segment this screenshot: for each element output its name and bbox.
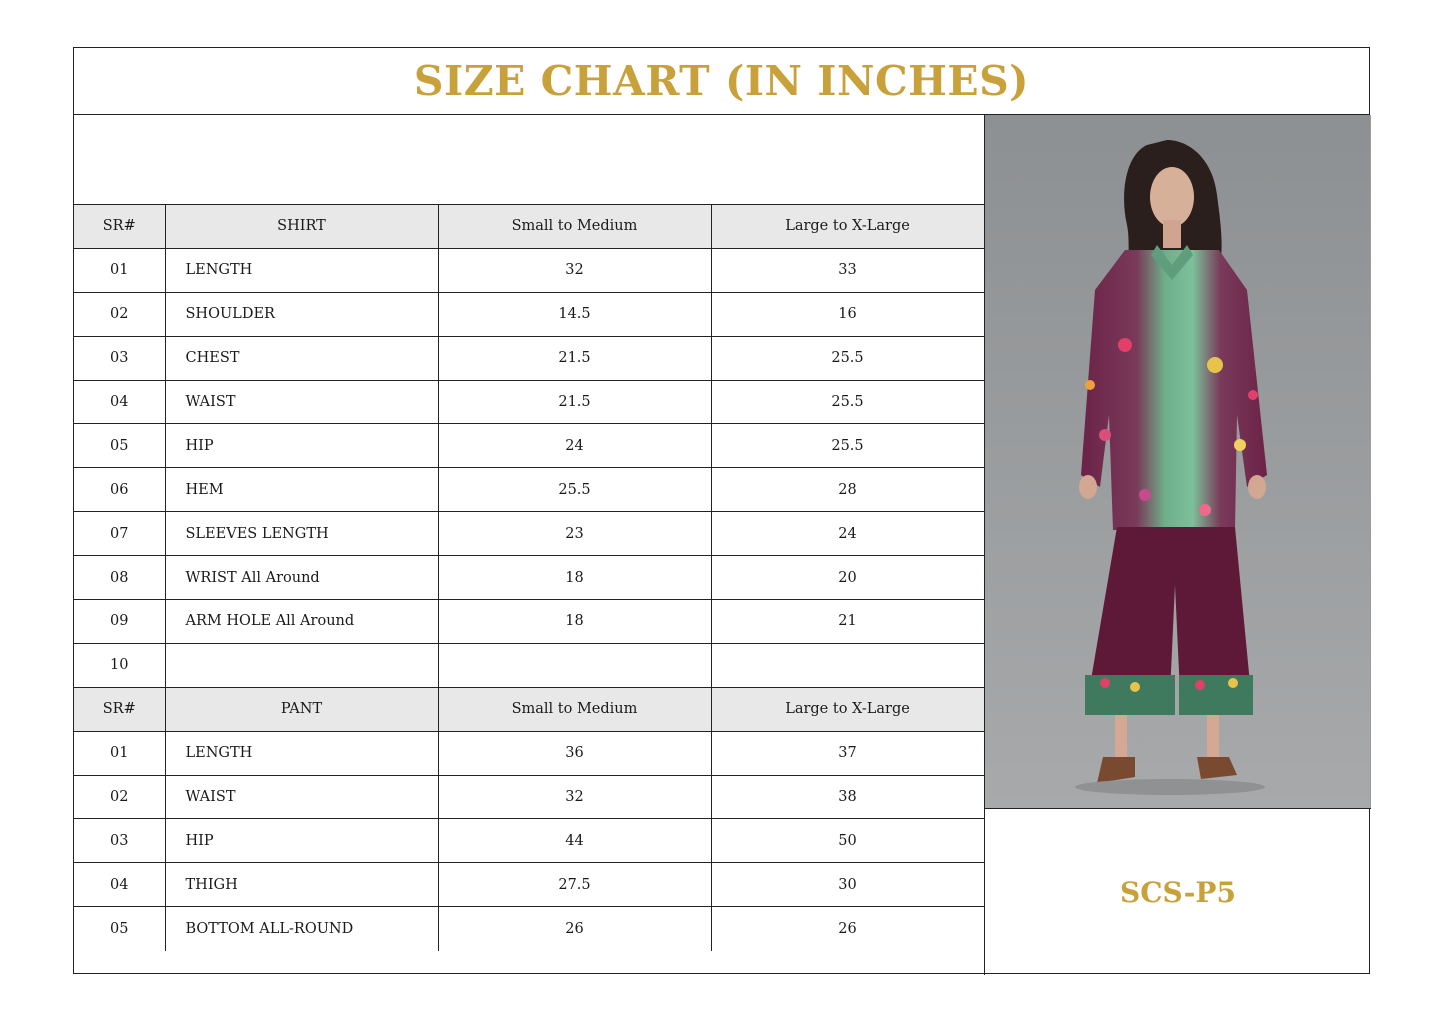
row-sr: 05 <box>74 907 165 951</box>
table-row <box>74 424 984 468</box>
table-row <box>74 336 984 380</box>
table-row <box>74 600 984 644</box>
header-large-xlarge: Large to X-Large <box>711 205 984 249</box>
shirt-header-row <box>74 205 984 249</box>
row-large-xlarge: 26 <box>711 907 984 951</box>
row-small-medium <box>438 643 711 687</box>
table-row <box>74 248 984 292</box>
row-measure: WAIST <box>165 775 438 819</box>
blank-area <box>74 115 984 204</box>
size-table <box>74 204 985 951</box>
row-small-medium: 25.5 <box>438 468 711 512</box>
row-small-medium: 27.5 <box>438 863 711 907</box>
header-sr: SR# <box>74 205 165 249</box>
model-photo <box>984 115 1371 809</box>
row-sr: 08 <box>74 556 165 600</box>
row-sr: 01 <box>74 248 165 292</box>
header-pant: PANT <box>165 687 438 731</box>
row-sr: 06 <box>74 468 165 512</box>
table-row <box>74 907 984 951</box>
row-measure: WRIST All Around <box>165 556 438 600</box>
row-large-xlarge: 25.5 <box>711 424 984 468</box>
row-small-medium: 36 <box>438 731 711 775</box>
row-sr: 02 <box>74 775 165 819</box>
row-large-xlarge: 28 <box>711 468 984 512</box>
row-measure: HIP <box>165 819 438 863</box>
row-small-medium: 32 <box>438 775 711 819</box>
row-sr: 02 <box>74 292 165 336</box>
row-sr: 04 <box>74 380 165 424</box>
row-measure: LENGTH <box>165 248 438 292</box>
row-large-xlarge: 24 <box>711 512 984 556</box>
row-sr: 01 <box>74 731 165 775</box>
table-row <box>74 863 984 907</box>
row-small-medium: 21.5 <box>438 380 711 424</box>
product-code-box <box>984 809 1371 975</box>
row-small-medium: 18 <box>438 556 711 600</box>
header-shirt: SHIRT <box>165 205 438 249</box>
header-small-medium: Small to Medium <box>438 205 711 249</box>
row-large-xlarge: 25.5 <box>711 380 984 424</box>
row-measure: LENGTH <box>165 731 438 775</box>
row-large-xlarge <box>711 643 984 687</box>
row-large-xlarge: 50 <box>711 819 984 863</box>
model-photo-icon <box>985 115 1370 808</box>
table-row <box>74 292 984 336</box>
row-measure: CHEST <box>165 336 438 380</box>
row-small-medium: 14.5 <box>438 292 711 336</box>
table-row <box>74 556 984 600</box>
row-large-xlarge: 20 <box>711 556 984 600</box>
row-sr: 05 <box>74 424 165 468</box>
product-code: SCS-P5 <box>1120 875 1236 909</box>
row-small-medium: 26 <box>438 907 711 951</box>
row-small-medium: 32 <box>438 248 711 292</box>
row-sr: 07 <box>74 512 165 556</box>
row-measure: WAIST <box>165 380 438 424</box>
row-sr: 03 <box>74 336 165 380</box>
table-row <box>74 380 984 424</box>
row-small-medium: 23 <box>438 512 711 556</box>
row-sr: 09 <box>74 600 165 644</box>
header-small-medium: Small to Medium <box>438 687 711 731</box>
row-large-xlarge: 37 <box>711 731 984 775</box>
title-row <box>74 48 1369 115</box>
table-row <box>74 731 984 775</box>
row-large-xlarge: 21 <box>711 600 984 644</box>
row-measure: BOTTOM ALL-ROUND <box>165 907 438 951</box>
row-measure: HEM <box>165 468 438 512</box>
table-row <box>74 643 984 687</box>
header-sr: SR# <box>74 687 165 731</box>
table-row <box>74 819 984 863</box>
row-small-medium: 44 <box>438 819 711 863</box>
row-large-xlarge: 16 <box>711 292 984 336</box>
row-sr: 04 <box>74 863 165 907</box>
table-row <box>74 775 984 819</box>
table-row <box>74 512 984 556</box>
row-small-medium: 18 <box>438 600 711 644</box>
row-large-xlarge: 33 <box>711 248 984 292</box>
row-measure <box>165 643 438 687</box>
row-large-xlarge: 38 <box>711 775 984 819</box>
row-large-xlarge: 25.5 <box>711 336 984 380</box>
size-chart-frame <box>73 47 1370 974</box>
row-measure: HIP <box>165 424 438 468</box>
row-large-xlarge: 30 <box>711 863 984 907</box>
row-small-medium: 24 <box>438 424 711 468</box>
row-sr: 03 <box>74 819 165 863</box>
header-large-xlarge: Large to X-Large <box>711 687 984 731</box>
page-title: SIZE CHART (IN INCHES) <box>413 57 1030 105</box>
row-measure: SHOULDER <box>165 292 438 336</box>
row-measure: ARM HOLE All Around <box>165 600 438 644</box>
row-measure: THIGH <box>165 863 438 907</box>
row-sr: 10 <box>74 643 165 687</box>
table-row <box>74 468 984 512</box>
row-measure: SLEEVES LENGTH <box>165 512 438 556</box>
pant-header-row <box>74 687 984 731</box>
row-small-medium: 21.5 <box>438 336 711 380</box>
